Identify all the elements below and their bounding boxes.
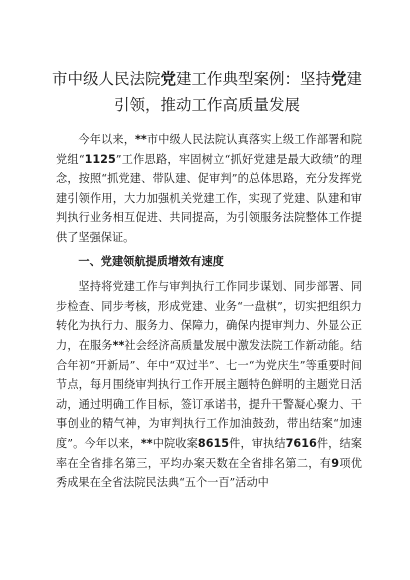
text-run: 件，结案率在全省排名第三，平均办案天数在全省排名第二，有 xyxy=(56,436,362,470)
document-title xyxy=(48,66,366,118)
number-run: 7616 xyxy=(285,436,317,450)
number-run: 8615 xyxy=(197,436,230,450)
section-heading: 一、党建领航提质增效有速度 xyxy=(78,254,224,268)
title-line-2: 引领，推动工作高质量发展 xyxy=(113,96,300,114)
document-body xyxy=(56,130,362,493)
redacted-name: ** xyxy=(140,436,153,450)
title-highlight: 党 xyxy=(331,69,347,88)
redacted-name: ** xyxy=(135,133,147,146)
title-text: 建 xyxy=(346,70,363,88)
title-highlight: 党 xyxy=(160,69,176,88)
text-run: 项优秀成果在全省法院民法典“五个一百”活动中 xyxy=(56,456,362,490)
text-run: ”工作思路，牢固树立“抓好党建是最大政绩”的理念，按照“抓党建、带队建、促审判”的总体思路，充分发挥党建引领作用，大力加强机关党建工作，实现了党建、队建和审判执行业务相互促进、共同提高，为引领服务法院整体工作提供了坚强保证。 xyxy=(56,152,362,244)
title-line-1 xyxy=(48,66,366,92)
text-run: 坚持将党建工作与审判执行工作同步谋划、同步部署、同步检查、同步考核，形成党建、业务“一盘棋”，切实把组织力转化为执行力、服务力、保障力，确保内提审判力、外显公正力，在服务 xyxy=(56,280,362,352)
title-text: 建工作典型案例：坚持 xyxy=(175,70,331,88)
title-text: 市中级人民法院 xyxy=(51,70,161,88)
text-run: 中院收案 xyxy=(152,436,198,450)
paragraph-intro xyxy=(56,130,362,248)
text-run: 今年以来， xyxy=(78,133,136,146)
paragraph-section-1 xyxy=(56,277,362,493)
text-run: 件，审执结 xyxy=(229,436,286,450)
number-run: 1125 xyxy=(84,152,116,166)
number-run: 9 xyxy=(331,456,340,470)
text-run: 市中级人民法院认真落实上级工作部署和院党组“ xyxy=(56,133,362,166)
redacted-name: ** xyxy=(112,338,125,352)
text-run: 社会经济高质量发展中激发法院工作新动能。结合年初“开新局”、年中“双过半”、七一“为党庆生”等重要时间节点，每月围绕审判执行工作开展主题特色鲜明的主题党日活动，通过明确工作目标，签订承诺书，提升干警凝心聚力、干事创业的精气神，为审判执行工作加油鼓劲，带出结案“加速度”。今年以来， xyxy=(56,338,362,450)
